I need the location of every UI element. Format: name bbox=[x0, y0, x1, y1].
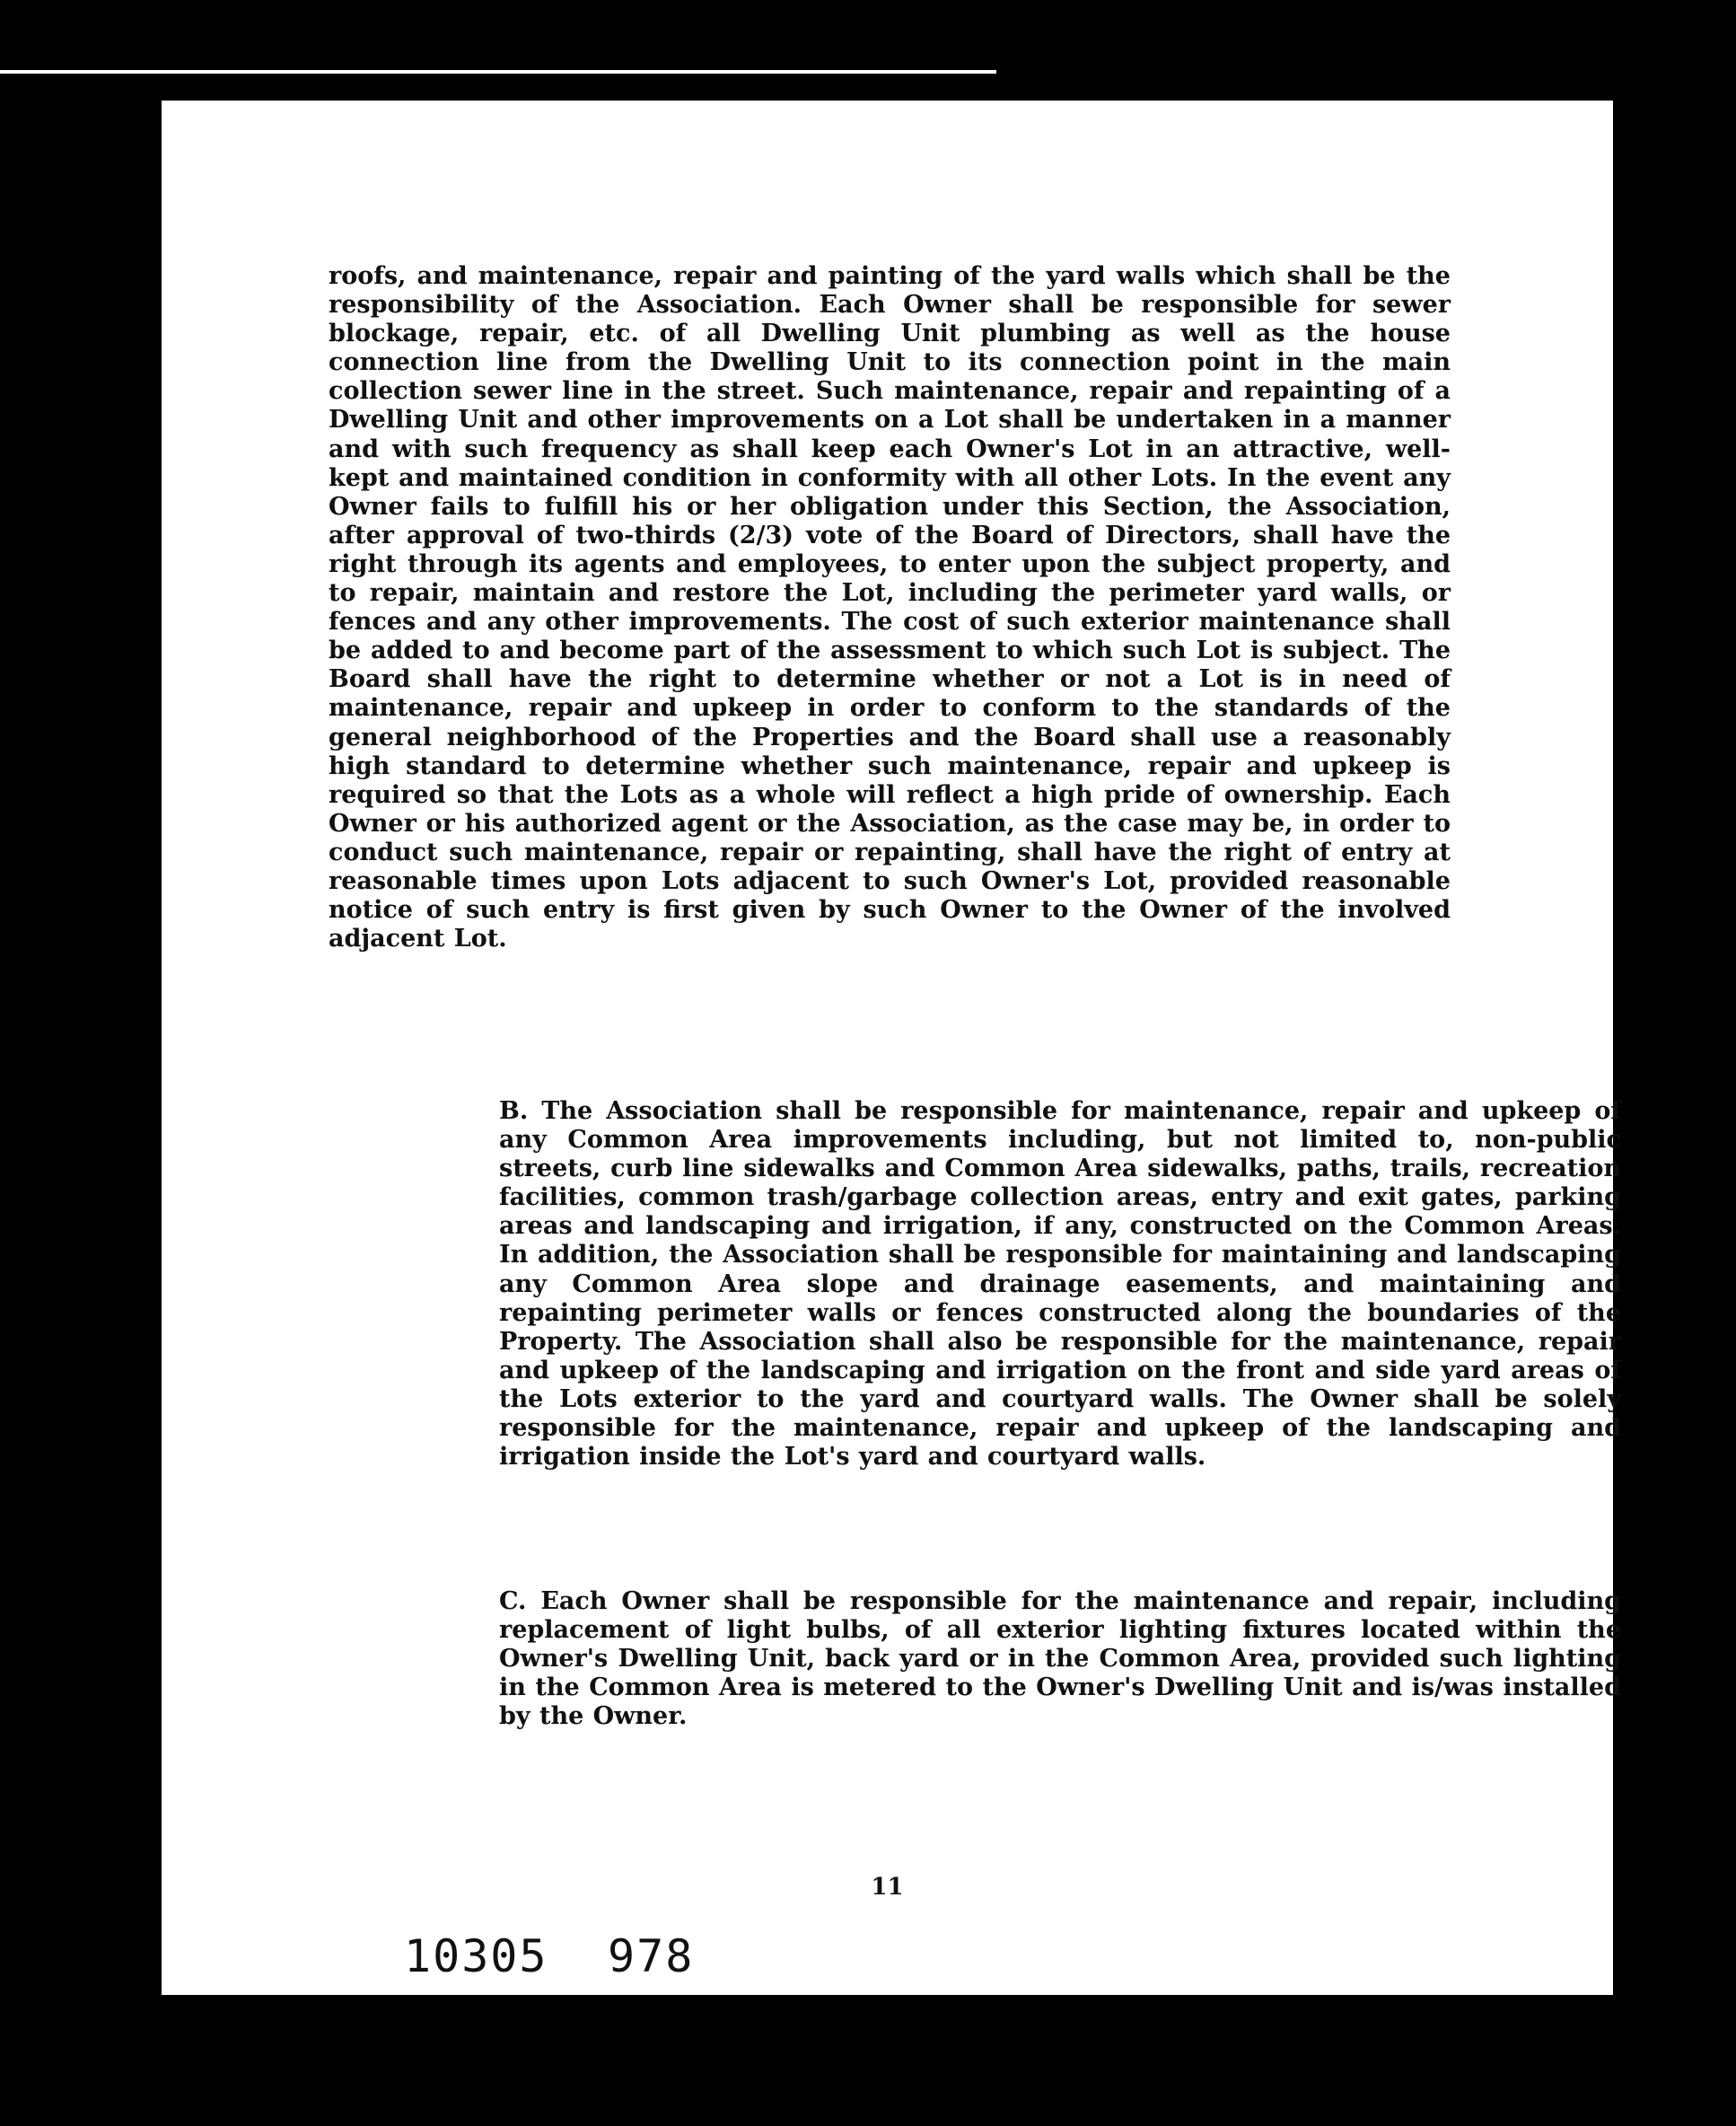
paragraph-c: C. Each Owner shall be responsible for the maintenance and repair, including replacement of light bulbs, of all exterior lighting fixtures located within the Owner's Dwelling Unit, back yard or in the Common Area, provided such lighting in the Common Area is metered to the Owner's Dwelling Unit and is/was installed by the Owner. bbox=[499, 1587, 1621, 1731]
recording-book-number: 10305 bbox=[404, 1930, 548, 1982]
paragraph-continuation: roofs, and maintenance, repair and painting of the yard walls which shall be the responsibility of the Association. Each Owner shall be responsible for sewer blockage, repair, etc. of all Dwelling Unit plumbing as well as the house connection line from the Dwelling Unit to its connection point in the main collection sewer line in the street. Such maintenance, repair and repainting of a Dwelling Unit and other improvements on a Lot shall be undertaken in a manner and with such frequency as shall keep each Owner's Lot in an attractive, well-kept and maintained condition in conformity with all other Lots. In the event any Owner fails to fulfill his or her obligation under this Section, the Association, after approval of two-thirds (2/3) vote of the Board of Directors, shall have the right through its agents and employees, to enter upon the subject property, and to repair, maintain and restore the Lot, including the perimeter yard walls, or fences and any other improvements. The cost of such exterior maintenance shall be added to and become part of the assessment to which such Lot is subject. The Board shall have the right to determine whether or not a Lot is in need of maintenance, repair and upkeep in order to conform to the standards of the general neighborhood of the Properties and the Board shall use a reasonably high standard to determine whether such maintenance, repair and upkeep is required so that the Lots as a whole will reflect a high pride of ownership. Each Owner or his authorized agent or the Association, as the case may be, in order to conduct such maintenance, repair or repainting, shall have the right of entry at reasonable times upon Lots adjacent to such Owner's Lot, provided reasonable notice of such entry is first given by such Owner to the Owner of the involved adjacent Lot. bbox=[329, 262, 1451, 953]
page-number: 11 bbox=[871, 1874, 904, 1901]
paragraph-b: B. The Association shall be responsible for maintenance, repair and upkeep of any Common Area improvements including, but not limited to, non-public streets, curb line sidewalks and Common Area sidewalks, paths, trails, recreation facilities, common trash/garbage collection areas, entry and exit gates, parking areas and landscaping and irrigation, if any, constructed on the Common Areas. In addition, the Association shall be responsible for maintaining and landscaping any Common Area slope and drainage easements, and maintaining and repainting perimeter walls or fences constructed along the boundaries of the Property. The Association shall also be responsible for the maintenance, repair and upkeep of the landscaping and irrigation on the front and side yard areas of the Lots exterior to the yard and courtyard walls. The Owner shall be solely responsible for the maintenance, repair and upkeep of the landscaping and irrigation inside the Lot's yard and courtyard walls. bbox=[499, 1097, 1621, 1472]
document-page bbox=[162, 101, 1621, 1995]
recording-page-number: 978 bbox=[608, 1930, 695, 1982]
scan-border-line bbox=[0, 70, 996, 74]
